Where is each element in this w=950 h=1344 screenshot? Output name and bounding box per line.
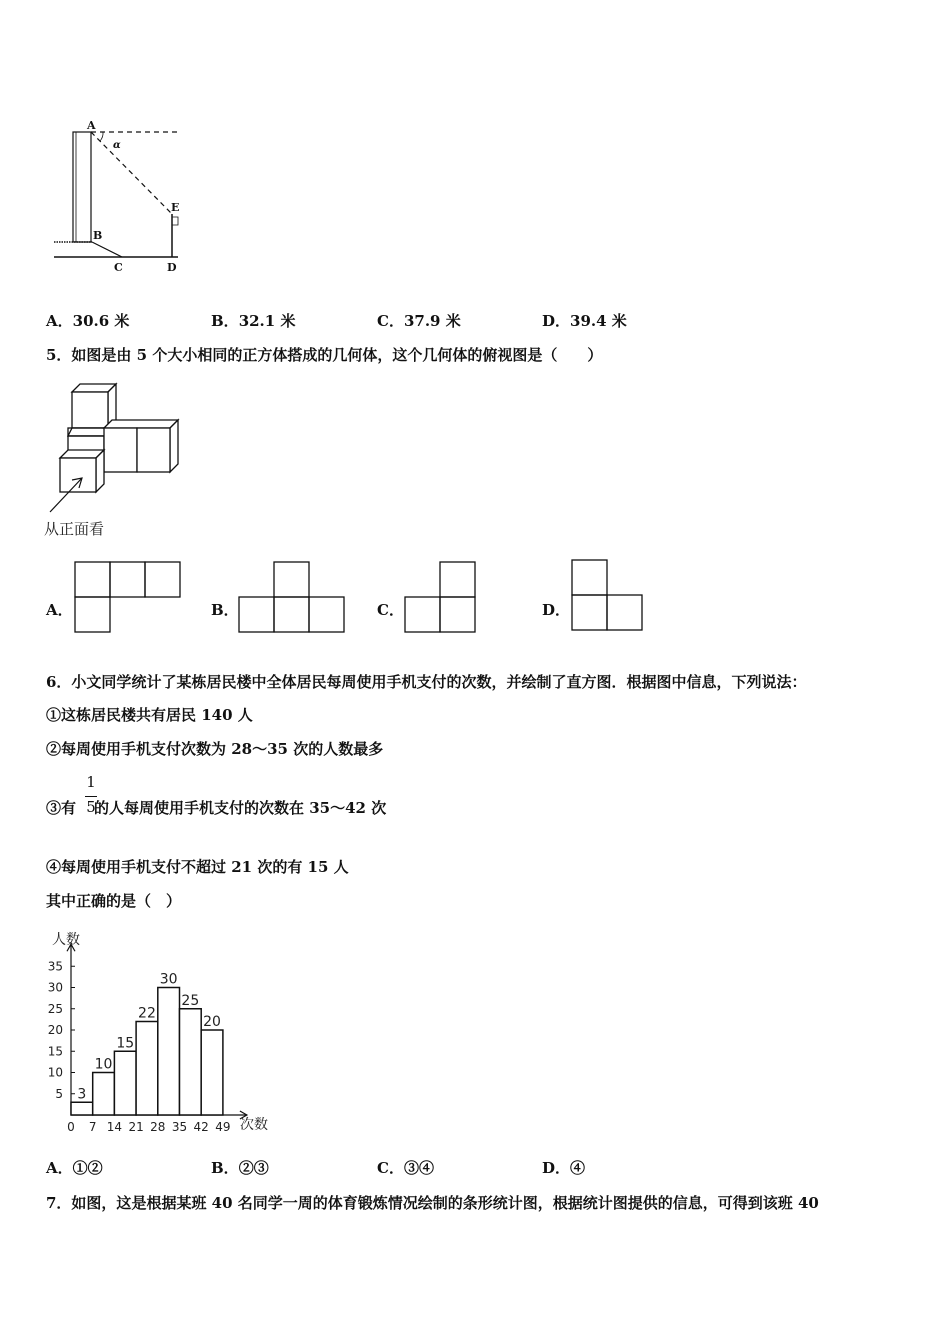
option-text: 32.1 米	[238, 312, 296, 330]
option-text: ②③	[238, 1159, 269, 1177]
label-b: B	[93, 229, 103, 242]
alpha-arc	[100, 132, 103, 141]
x-tick-label: 28	[150, 1120, 166, 1134]
q5-stem: 5．如图是由 5 个大小相同的正方体搭成的几何体，这个几何体的俯视图是（ ）	[46, 346, 603, 364]
q5-option-a-letter[interactable]: A．	[46, 601, 73, 619]
front-view-caption: 从正面看	[44, 520, 105, 538]
fraction-numerator: 1	[86, 773, 96, 791]
q5-option-c-letter[interactable]: C．	[377, 601, 404, 619]
x-tick-label: 35	[171, 1120, 188, 1134]
y-tick-label: 20	[47, 1023, 63, 1037]
option-text: ④	[570, 1159, 586, 1177]
x-tick-label: 14	[106, 1120, 123, 1134]
bar-value-label: 10	[94, 1056, 113, 1073]
q5-option-d-letter[interactable]: D．	[542, 601, 571, 619]
fraction-denominator: 5	[86, 798, 96, 816]
fraction-bar	[85, 796, 97, 797]
q5-cube-figure	[44, 384, 184, 540]
q6-statement-2: ②每周使用手机支付次数为 28～35 次的人数最多	[46, 740, 384, 758]
slope-bc	[92, 242, 122, 257]
bar-value-label: 3	[77, 1086, 87, 1103]
bar-value-label: 15	[116, 1035, 135, 1052]
q4-option-c[interactable]	[377, 311, 461, 331]
label-d: D	[167, 261, 177, 274]
q6-option-b[interactable]	[211, 1158, 269, 1178]
q4-figure	[40, 110, 200, 285]
y-tick-label: 35	[47, 959, 63, 974]
statement-3-prefix: ③有	[46, 799, 77, 817]
histogram-bar	[180, 1009, 202, 1115]
option-text: 39.4 米	[570, 312, 627, 330]
x-tick-label: 21	[128, 1120, 144, 1134]
q6-stem: 6．小文同学统计了某栋居民楼中全体居民每周使用手机支付的次数，并绘制了直方图．根据图中信息，下列说法：	[46, 673, 807, 691]
y-tick-label: 15	[47, 1044, 63, 1059]
bar-value-label: 25	[181, 992, 200, 1009]
y-tick-label: 5	[55, 1086, 63, 1101]
label-alpha: α	[113, 140, 121, 151]
x-axis-label: 次数	[240, 1117, 268, 1133]
histogram-bar	[158, 988, 180, 1116]
option-text: 30.6 米	[72, 312, 130, 330]
option-text: ①②	[72, 1159, 103, 1177]
q6-statement-4: ④每周使用手机支付不超过 21 次的有 15 人	[46, 858, 349, 876]
label-e: E	[171, 201, 180, 214]
option-letter: A．	[46, 1159, 73, 1177]
cube-top	[72, 384, 116, 428]
q6-prompt: 其中正确的是（ ）	[46, 892, 182, 910]
statement-3-rest: 的人每周使用手机支付的次数在 35～42 次	[94, 799, 387, 817]
e-marker	[172, 217, 178, 225]
bar-value-label: 30	[159, 971, 178, 988]
histogram-bar	[93, 1073, 115, 1116]
q6-option-c[interactable]	[377, 1158, 434, 1178]
option-text: 37.9 米	[403, 312, 461, 330]
option-letter: C．	[377, 1159, 404, 1177]
histogram-chart	[40, 926, 280, 1136]
y-tick-label: 10	[47, 1065, 63, 1080]
x-tick-label: 7	[88, 1120, 97, 1134]
option-letter: D．	[542, 312, 571, 330]
option-letter: D．	[542, 1159, 571, 1177]
option-text: ③④	[403, 1159, 434, 1177]
q5-option-a-figure[interactable]	[74, 560, 182, 634]
q7-stem: 7．如图，这是根据某班 40 名同学一周的体育锻炼情况绘制的条形统计图，根据统计图提供的信息，可得到该班 40	[46, 1194, 819, 1212]
y-axis-label: 人数	[52, 932, 80, 948]
q4-option-a[interactable]	[46, 311, 129, 331]
option-letter: B．	[211, 312, 239, 330]
sight-line-ae	[91, 132, 172, 214]
bar-value-label: 20	[203, 1014, 221, 1030]
option-letter: B．	[211, 1159, 239, 1177]
q5-option-b-figure[interactable]	[238, 560, 346, 634]
q4-option-b[interactable]	[211, 311, 295, 331]
histogram-bar	[71, 1102, 93, 1115]
q4-option-d[interactable]	[542, 311, 627, 331]
y-tick-label: 25	[47, 1001, 63, 1016]
q6-option-a[interactable]	[46, 1158, 103, 1178]
bar-value-label: 22	[138, 1005, 156, 1022]
option-letter: C．	[377, 312, 404, 330]
label-c: C	[114, 261, 123, 274]
q5-option-d-figure[interactable]	[570, 558, 646, 634]
histogram-bar	[114, 1051, 136, 1115]
histogram-bar	[136, 1022, 158, 1116]
x-tick-label: 49	[215, 1120, 231, 1134]
x-tick-label: 42	[193, 1120, 209, 1134]
cube-front	[60, 450, 104, 492]
label-a: A	[87, 119, 96, 132]
y-tick-label: 30	[47, 980, 63, 995]
cube-row-right	[104, 420, 178, 472]
x-tick-label: 0	[67, 1120, 75, 1134]
option-letter: A．	[46, 312, 73, 330]
histogram-bar	[201, 1030, 223, 1115]
q5-option-c-figure[interactable]	[404, 560, 478, 634]
q6-option-d[interactable]	[542, 1158, 585, 1178]
q6-statement-1: ①这栋居民楼共有居民 140 人	[46, 706, 253, 724]
q5-option-b-letter[interactable]: B．	[211, 601, 239, 619]
